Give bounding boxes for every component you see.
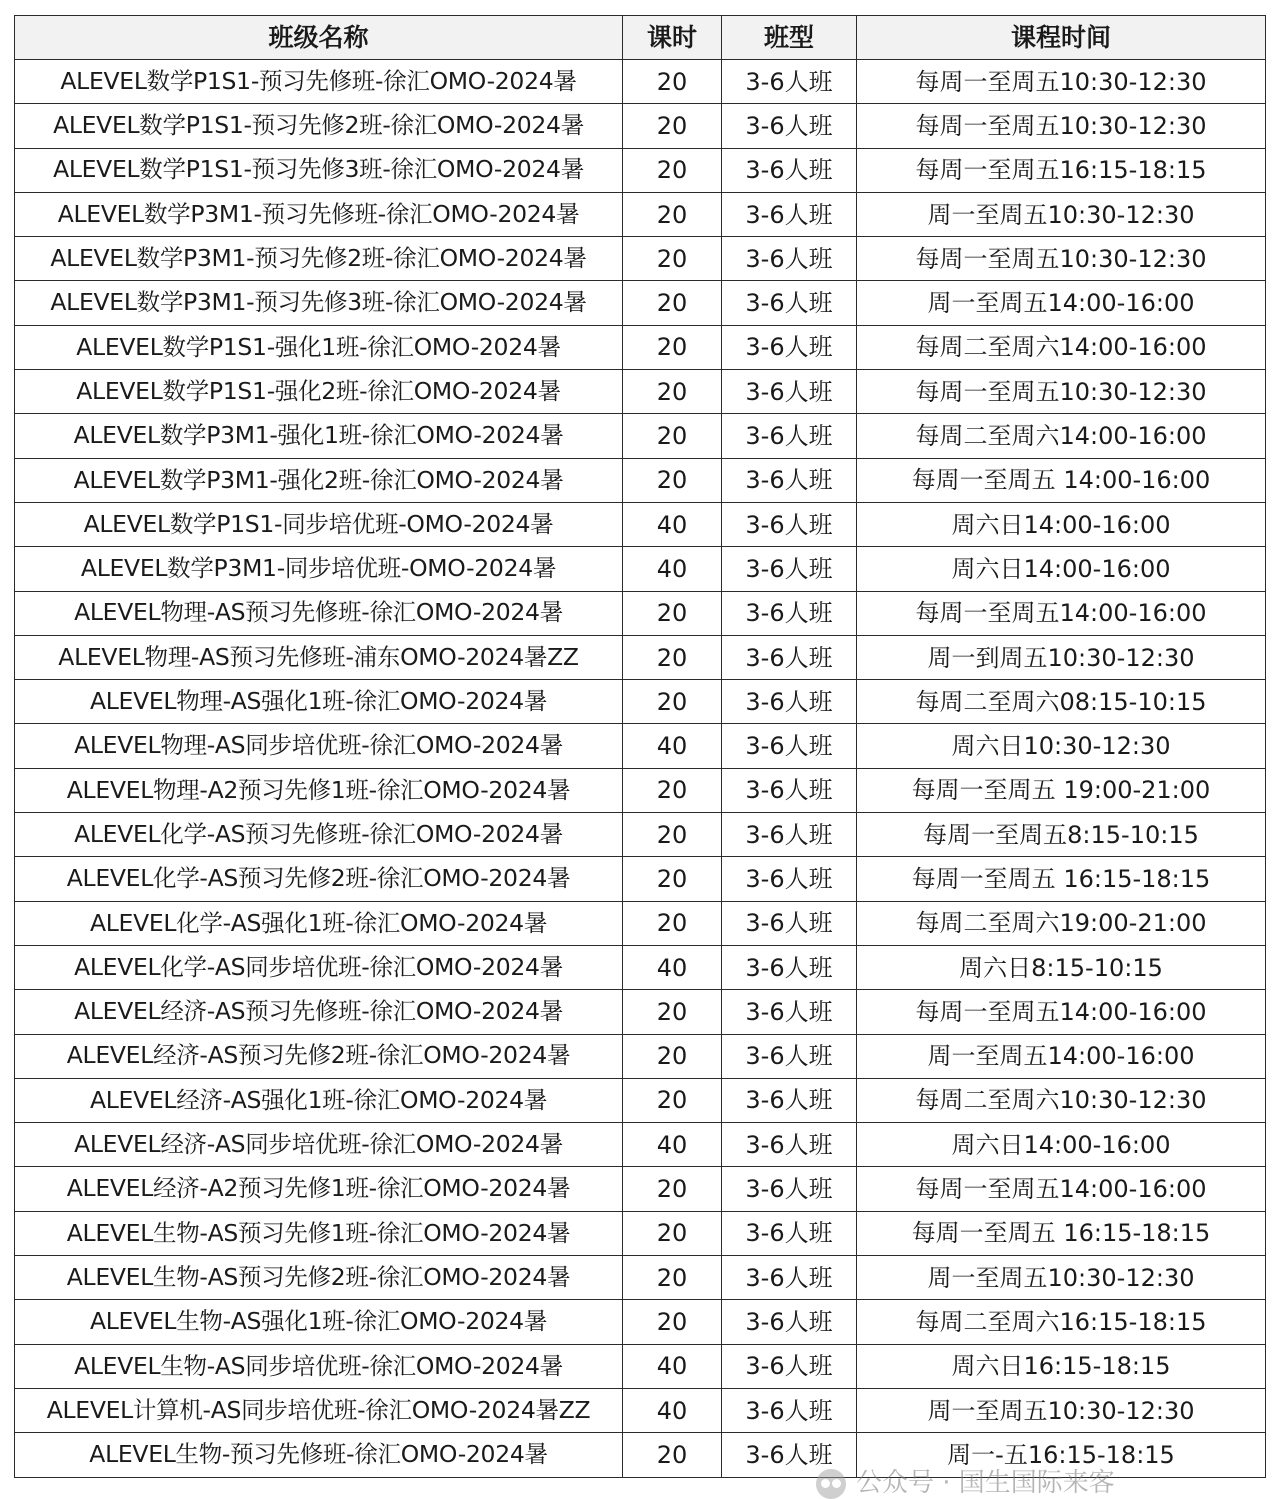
cell-class-size: 3-6人班 bbox=[722, 325, 857, 369]
cell-course-time: 周六日8:15-10:15 bbox=[857, 945, 1266, 989]
cell-class-size: 3-6人班 bbox=[722, 857, 857, 901]
cell-course-time: 周一至周五10:30-12:30 bbox=[857, 1388, 1266, 1432]
table-row bbox=[15, 60, 1266, 104]
cell-course-time: 周六日14:00-16:00 bbox=[857, 502, 1266, 546]
table-row bbox=[15, 945, 1266, 989]
cell-class-size: 3-6人班 bbox=[722, 1167, 857, 1211]
table-row bbox=[15, 370, 1266, 414]
cell-course-time: 周六日14:00-16:00 bbox=[857, 547, 1266, 591]
cell-course-time: 周六日10:30-12:30 bbox=[857, 724, 1266, 768]
table-row bbox=[15, 1256, 1266, 1300]
cell-course-time: 周六日14:00-16:00 bbox=[857, 1123, 1266, 1167]
cell-class-size: 3-6人班 bbox=[722, 901, 857, 945]
cell-course-time: 每周一至周五10:30-12:30 bbox=[857, 60, 1266, 104]
cell-hours: 40 bbox=[623, 547, 722, 591]
cell-class-name: ALEVEL物理-A2预习先修1班-徐汇OMO-2024暑 bbox=[15, 768, 623, 812]
table-row bbox=[15, 1388, 1266, 1432]
cell-class-size: 3-6人班 bbox=[722, 547, 857, 591]
cell-hours: 40 bbox=[623, 724, 722, 768]
cell-class-name: ALEVEL生物-预习先修班-徐汇OMO-2024暑 bbox=[15, 1433, 623, 1477]
cell-class-name: ALEVEL经济-AS同步培优班-徐汇OMO-2024暑 bbox=[15, 1123, 623, 1167]
cell-class-size: 3-6人班 bbox=[722, 237, 857, 281]
cell-class-size: 3-6人班 bbox=[722, 1388, 857, 1432]
course-schedule-table bbox=[14, 15, 1266, 1478]
cell-class-name: ALEVEL经济-AS预习先修2班-徐汇OMO-2024暑 bbox=[15, 1034, 623, 1078]
cell-class-name: ALEVEL数学P3M1-强化1班-徐汇OMO-2024暑 bbox=[15, 414, 623, 458]
cell-class-size: 3-6人班 bbox=[722, 148, 857, 192]
table-row bbox=[15, 192, 1266, 236]
cell-hours: 20 bbox=[623, 1256, 722, 1300]
cell-hours: 20 bbox=[623, 325, 722, 369]
cell-course-time: 周一至周五14:00-16:00 bbox=[857, 281, 1266, 325]
table-row bbox=[15, 1034, 1266, 1078]
cell-hours: 20 bbox=[623, 901, 722, 945]
cell-hours: 20 bbox=[623, 104, 722, 148]
cell-class-name: ALEVEL数学P3M1-强化2班-徐汇OMO-2024暑 bbox=[15, 458, 623, 502]
cell-hours: 40 bbox=[623, 945, 722, 989]
table-row bbox=[15, 414, 1266, 458]
table-row bbox=[15, 547, 1266, 591]
table-row bbox=[15, 591, 1266, 635]
cell-class-name: ALEVEL物理-AS强化1班-徐汇OMO-2024暑 bbox=[15, 680, 623, 724]
table-row bbox=[15, 1300, 1266, 1344]
cell-course-time: 每周二至周六10:30-12:30 bbox=[857, 1078, 1266, 1122]
table-row bbox=[15, 1433, 1266, 1477]
cell-class-name: ALEVEL数学P3M1-同步培优班-OMO-2024暑 bbox=[15, 547, 623, 591]
cell-class-size: 3-6人班 bbox=[722, 1256, 857, 1300]
cell-hours: 20 bbox=[623, 414, 722, 458]
cell-course-time: 每周二至周六16:15-18:15 bbox=[857, 1300, 1266, 1344]
cell-hours: 20 bbox=[623, 1034, 722, 1078]
cell-hours: 20 bbox=[623, 680, 722, 724]
table-row bbox=[15, 857, 1266, 901]
cell-class-name: ALEVEL生物-AS预习先修2班-徐汇OMO-2024暑 bbox=[15, 1256, 623, 1300]
cell-course-time: 周一到周五10:30-12:30 bbox=[857, 635, 1266, 679]
cell-class-size: 3-6人班 bbox=[722, 502, 857, 546]
table-row bbox=[15, 237, 1266, 281]
cell-class-size: 3-6人班 bbox=[722, 104, 857, 148]
cell-course-time: 周一-五16:15-18:15 bbox=[857, 1433, 1266, 1477]
cell-class-size: 3-6人班 bbox=[722, 1078, 857, 1122]
cell-class-name: ALEVEL数学P1S1-同步培优班-OMO-2024暑 bbox=[15, 502, 623, 546]
table-row bbox=[15, 1344, 1266, 1388]
cell-class-size: 3-6人班 bbox=[722, 680, 857, 724]
cell-hours: 40 bbox=[623, 502, 722, 546]
cell-class-name: ALEVEL生物-AS同步培优班-徐汇OMO-2024暑 bbox=[15, 1344, 623, 1388]
cell-hours: 20 bbox=[623, 237, 722, 281]
cell-class-size: 3-6人班 bbox=[722, 990, 857, 1034]
table-row bbox=[15, 680, 1266, 724]
header-hours: 课时 bbox=[623, 16, 722, 60]
cell-course-time: 每周一至周五8:15-10:15 bbox=[857, 813, 1266, 857]
cell-class-name: ALEVEL数学P1S1-强化2班-徐汇OMO-2024暑 bbox=[15, 370, 623, 414]
cell-class-name: ALEVEL物理-AS预习先修班-徐汇OMO-2024暑 bbox=[15, 591, 623, 635]
cell-course-time: 每周一至周五10:30-12:30 bbox=[857, 370, 1266, 414]
cell-class-size: 3-6人班 bbox=[722, 1123, 857, 1167]
cell-class-name: ALEVEL数学P1S1-预习先修2班-徐汇OMO-2024暑 bbox=[15, 104, 623, 148]
cell-class-size: 3-6人班 bbox=[722, 768, 857, 812]
table-row bbox=[15, 458, 1266, 502]
table-row bbox=[15, 635, 1266, 679]
cell-hours: 40 bbox=[623, 1388, 722, 1432]
cell-class-size: 3-6人班 bbox=[722, 370, 857, 414]
cell-course-time: 每周一至周五 16:15-18:15 bbox=[857, 857, 1266, 901]
cell-class-size: 3-6人班 bbox=[722, 1433, 857, 1477]
cell-hours: 20 bbox=[623, 857, 722, 901]
cell-hours: 20 bbox=[623, 813, 722, 857]
cell-course-time: 每周二至周六19:00-21:00 bbox=[857, 901, 1266, 945]
table-header-row bbox=[15, 16, 1266, 60]
cell-course-time: 每周二至周六14:00-16:00 bbox=[857, 325, 1266, 369]
cell-class-size: 3-6人班 bbox=[722, 1344, 857, 1388]
cell-class-size: 3-6人班 bbox=[722, 1034, 857, 1078]
table-row bbox=[15, 1078, 1266, 1122]
table-row bbox=[15, 1167, 1266, 1211]
cell-hours: 20 bbox=[623, 1167, 722, 1211]
schedule-sheet bbox=[14, 15, 1265, 1478]
table-row bbox=[15, 990, 1266, 1034]
table-row bbox=[15, 1211, 1266, 1255]
cell-hours: 20 bbox=[623, 370, 722, 414]
cell-class-name: ALEVEL数学P1S1-预习先修3班-徐汇OMO-2024暑 bbox=[15, 148, 623, 192]
cell-class-name: ALEVEL化学-AS强化1班-徐汇OMO-2024暑 bbox=[15, 901, 623, 945]
cell-class-size: 3-6人班 bbox=[722, 724, 857, 768]
cell-course-time: 每周一至周五14:00-16:00 bbox=[857, 1167, 1266, 1211]
cell-hours: 20 bbox=[623, 1433, 722, 1477]
cell-class-name: ALEVEL数学P1S1-强化1班-徐汇OMO-2024暑 bbox=[15, 325, 623, 369]
cell-course-time: 每周一至周五14:00-16:00 bbox=[857, 990, 1266, 1034]
table-row bbox=[15, 724, 1266, 768]
cell-course-time: 周一至周五10:30-12:30 bbox=[857, 1256, 1266, 1300]
cell-course-time: 每周二至周六14:00-16:00 bbox=[857, 414, 1266, 458]
cell-course-time: 周一至周五10:30-12:30 bbox=[857, 192, 1266, 236]
cell-class-name: ALEVEL化学-AS预习先修班-徐汇OMO-2024暑 bbox=[15, 813, 623, 857]
cell-course-time: 每周一至周五16:15-18:15 bbox=[857, 148, 1266, 192]
cell-hours: 20 bbox=[623, 458, 722, 502]
header-class-name: 班级名称 bbox=[15, 16, 623, 60]
cell-hours: 20 bbox=[623, 768, 722, 812]
cell-class-size: 3-6人班 bbox=[722, 192, 857, 236]
cell-course-time: 周六日16:15-18:15 bbox=[857, 1344, 1266, 1388]
cell-class-size: 3-6人班 bbox=[722, 635, 857, 679]
cell-course-time: 每周一至周五 14:00-16:00 bbox=[857, 458, 1266, 502]
cell-class-name: ALEVEL物理-AS预习先修班-浦东OMO-2024暑ZZ bbox=[15, 635, 623, 679]
cell-class-name: ALEVEL经济-AS强化1班-徐汇OMO-2024暑 bbox=[15, 1078, 623, 1122]
cell-hours: 40 bbox=[623, 1344, 722, 1388]
cell-hours: 20 bbox=[623, 60, 722, 104]
cell-class-name: ALEVEL经济-A2预习先修1班-徐汇OMO-2024暑 bbox=[15, 1167, 623, 1211]
cell-course-time: 每周一至周五10:30-12:30 bbox=[857, 104, 1266, 148]
table-row bbox=[15, 502, 1266, 546]
table-row bbox=[15, 148, 1266, 192]
cell-hours: 20 bbox=[623, 281, 722, 325]
cell-class-size: 3-6人班 bbox=[722, 458, 857, 502]
cell-class-name: ALEVEL数学P1S1-预习先修班-徐汇OMO-2024暑 bbox=[15, 60, 623, 104]
watermark-text: 公众号 · 国生国际来客 bbox=[856, 1468, 1115, 1498]
table-row bbox=[15, 768, 1266, 812]
table-row bbox=[15, 325, 1266, 369]
table-row bbox=[15, 813, 1266, 857]
cell-hours: 20 bbox=[623, 635, 722, 679]
cell-class-size: 3-6人班 bbox=[722, 945, 857, 989]
table-body bbox=[15, 60, 1266, 1478]
cell-class-size: 3-6人班 bbox=[722, 591, 857, 635]
header-class-size: 班型 bbox=[722, 16, 857, 60]
cell-course-time: 每周一至周五10:30-12:30 bbox=[857, 237, 1266, 281]
cell-course-time: 周一至周五14:00-16:00 bbox=[857, 1034, 1266, 1078]
cell-class-name: ALEVEL计算机-AS同步培优班-徐汇OMO-2024暑ZZ bbox=[15, 1388, 623, 1432]
cell-hours: 20 bbox=[623, 1211, 722, 1255]
cell-hours: 20 bbox=[623, 192, 722, 236]
cell-course-time: 每周一至周五14:00-16:00 bbox=[857, 591, 1266, 635]
cell-hours: 40 bbox=[623, 1123, 722, 1167]
cell-class-name: ALEVEL数学P3M1-预习先修2班-徐汇OMO-2024暑 bbox=[15, 237, 623, 281]
cell-class-name: ALEVEL生物-AS强化1班-徐汇OMO-2024暑 bbox=[15, 1300, 623, 1344]
cell-course-time: 每周二至周六08:15-10:15 bbox=[857, 680, 1266, 724]
cell-class-size: 3-6人班 bbox=[722, 414, 857, 458]
table-row bbox=[15, 281, 1266, 325]
cell-course-time: 每周一至周五 19:00-21:00 bbox=[857, 768, 1266, 812]
cell-hours: 20 bbox=[623, 148, 722, 192]
cell-class-size: 3-6人班 bbox=[722, 1300, 857, 1344]
cell-class-size: 3-6人班 bbox=[722, 1211, 857, 1255]
cell-hours: 20 bbox=[623, 1078, 722, 1122]
cell-hours: 20 bbox=[623, 1300, 722, 1344]
table-row bbox=[15, 104, 1266, 148]
cell-class-name: ALEVEL化学-AS同步培优班-徐汇OMO-2024暑 bbox=[15, 945, 623, 989]
cell-class-size: 3-6人班 bbox=[722, 813, 857, 857]
cell-class-name: ALEVEL化学-AS预习先修2班-徐汇OMO-2024暑 bbox=[15, 857, 623, 901]
cell-class-name: ALEVEL经济-AS预习先修班-徐汇OMO-2024暑 bbox=[15, 990, 623, 1034]
cell-class-size: 3-6人班 bbox=[722, 60, 857, 104]
table-row bbox=[15, 901, 1266, 945]
cell-class-name: ALEVEL物理-AS同步培优班-徐汇OMO-2024暑 bbox=[15, 724, 623, 768]
cell-course-time: 每周一至周五 16:15-18:15 bbox=[857, 1211, 1266, 1255]
table-row bbox=[15, 1123, 1266, 1167]
cell-hours: 20 bbox=[623, 990, 722, 1034]
cell-class-name: ALEVEL数学P3M1-预习先修3班-徐汇OMO-2024暑 bbox=[15, 281, 623, 325]
cell-class-size: 3-6人班 bbox=[722, 281, 857, 325]
cell-class-name: ALEVEL生物-AS预习先修1班-徐汇OMO-2024暑 bbox=[15, 1211, 623, 1255]
cell-class-name: ALEVEL数学P3M1-预习先修班-徐汇OMO-2024暑 bbox=[15, 192, 623, 236]
cell-hours: 20 bbox=[623, 591, 722, 635]
header-course-time: 课程时间 bbox=[857, 16, 1266, 60]
